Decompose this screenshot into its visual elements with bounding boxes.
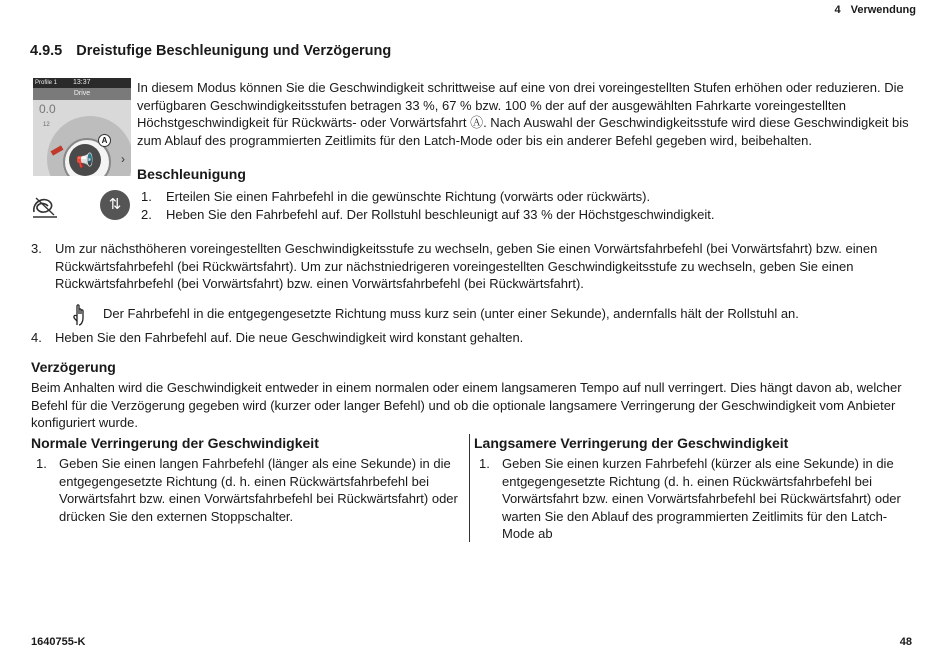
display-mode: Drive	[33, 88, 131, 100]
display-speed: 0.0	[39, 102, 56, 116]
step-number: 4.	[31, 330, 42, 345]
intro-paragraph: In diesem Modus können Sie die Geschwindigkeit schrittweise auf eine von drei voreingestellten Stufen erhöhen oder reduzieren. Die verfügbaren Geschwindigkeitsstufen betragen 33 %, 67 % bzw. 100 % der auf der ausgewählten Fahrkarte voreingestellten Höchstgeschwindigkeit für Rückwärts- oder Vorwärtsfahrt Ⓐ. Nach Auswahl der Geschwindigkeitsstufe wird diese Geschwindigkeit bis zum Ablauf des programmierten Zeitlimits für den Latch-Mode oder bis ein anderer Befehl gegeben wird, beibehalten.	[137, 80, 909, 148]
section-title	[30, 43, 391, 59]
chapter-title: Verwendung	[850, 4, 916, 16]
section-heading: Dreistufige Beschleunigung und Verzögerung	[76, 43, 392, 59]
step-number: 3.	[31, 241, 42, 256]
list-item	[31, 329, 916, 347]
normal-decel-heading: Normale Verringerung der Geschwindigkeit	[31, 435, 319, 451]
deceleration-heading: Verzögerung	[31, 359, 116, 375]
list-item	[479, 455, 911, 543]
section-number: 4.9.5	[30, 43, 63, 59]
display-max-speed: 12	[43, 122, 50, 128]
deceleration-paragraph: Beim Anhalten wird die Geschwindigkeit entweder in einem normalen oder einem langsameren Tempo auf null verringert. Dies hängt davon ab, welcher Befehl für die Verzögerung gegeben wird (kurzer oder langer Befehl) und ob die optionale langsamere Verringerung der Geschwindigkeit vom Anbieter konfiguriert wurde.	[31, 380, 902, 430]
badge-a-icon: A	[98, 134, 111, 147]
column-divider	[469, 434, 470, 542]
step-text: Heben Sie den Fahrbefehl auf. Die neue Geschwindigkeit wird konstant gehalten.	[55, 330, 524, 345]
step-number: 2.	[141, 207, 152, 222]
acceleration-heading: Beschleunigung	[137, 166, 246, 182]
step-text: Geben Sie einen kurzen Fahrbefehl (kürzer als eine Sekunde) in die entgegengesetzte Richtung (d. h. einen Rückwärtsfahrbefehl bei Vorwärtsfahrt bzw. einen Vorwärtsfahrbefehl bei Rückwärtsfahrt) oder warten Sie den Ablauf des programmierten Zeitlimits für den Latch-Mode ab	[502, 456, 901, 541]
step-text: Erteilen Sie einen Fahrbefehl in die gewünschte Richtung (vorwärts oder rückwärts).	[166, 189, 651, 204]
running-header	[834, 4, 916, 16]
step-number: 1.	[479, 456, 490, 471]
device-display-illustration	[33, 78, 131, 176]
profile-label: Profile 1	[35, 80, 58, 86]
slow-decel-heading: Langsamere Verringerung der Geschwindigkeit	[474, 435, 789, 451]
list-item	[141, 206, 911, 224]
step-text: Um zur nächsthöheren voreingestellten Geschwindigkeitsstufe zu wechseln, geben Sie einen Vorwärtsfahrbefehl (bei Vorwärtsfahrt) bzw. einen Rückwärtsfahrbefehl (bei Rückwärtsfahrt). Um zur nächstniedrigeren voreingestellten Geschwindigkeitsstufe zu wechseln, geben Sie einen Rückwärtsfahrbefehl (bei Vorwärtsfahrt) bzw. einen Vorwärtsfahrbefehl (bei Rückwärtsfahrt).	[55, 241, 878, 291]
list-item	[31, 240, 916, 293]
step-number: 1.	[141, 189, 152, 204]
chapter-number: 4	[834, 4, 841, 16]
list-item	[36, 455, 464, 525]
page-number: 48	[899, 636, 912, 648]
swirl-icon	[30, 192, 60, 220]
step-text: Heben Sie den Fahrbefehl auf. Der Rollstuhl beschleunigt auf 33 % der Höchstgeschwindigkeit.	[166, 207, 715, 222]
step-text: Geben Sie einen langen Fahrbefehl (länger als eine Sekunde) in die entgegengesetzte Richtung (d. h. einen Rückwärtsfahrbefehl bei Vorwärtsfahrt bzw. einen Vorwärtsfahrbefehl bei Rückwärtsfahrt) oder drücken Sie den externen Stoppschalter.	[59, 456, 458, 524]
note-text: Der Fahrbefehl in die entgegengesetzte Richtung muss kurz sein (unter einer Sekunde), andernfalls hält der Rollstuhl an.	[103, 306, 799, 321]
seat-function-icon: ⇅	[100, 190, 130, 220]
list-item	[141, 188, 911, 206]
chevron-right-icon: ›	[121, 152, 125, 166]
horn-icon: 📢	[69, 144, 101, 176]
display-status-bar	[33, 78, 131, 88]
hand-note-icon	[70, 304, 88, 326]
display-time: 13:37	[73, 79, 91, 86]
document-id: 1640755-K	[31, 636, 86, 648]
step-number: 1.	[36, 456, 47, 471]
